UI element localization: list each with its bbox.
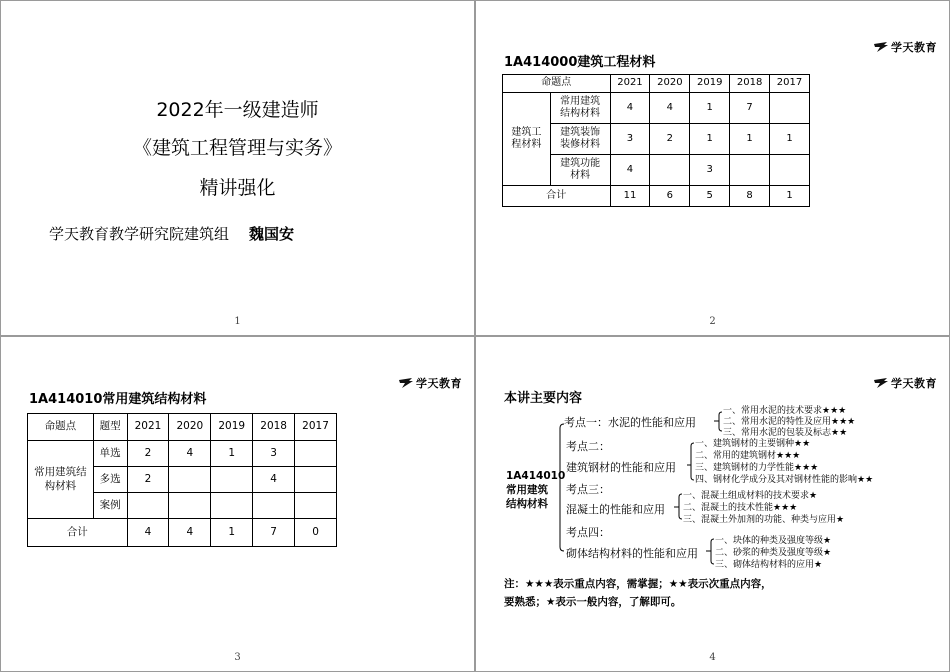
header-cell: 2019 [211,414,253,441]
value-cell [253,493,295,519]
total-label: 合计 [503,186,611,207]
point4-bracket [711,539,714,564]
value-cell [650,155,690,186]
table-header-row [28,414,337,441]
point-3-label: 混凝土的性能和应用 [566,503,665,516]
value-cell: 1 [770,124,810,155]
structural-materials-table [27,413,337,547]
value-cell: 2 [127,441,169,467]
point-2-label: 建筑钢材的性能和应用 [566,461,676,474]
value-cell: 1 [690,93,730,124]
type-cell: 单选 [93,441,127,467]
value-cell: 4 [610,155,650,186]
value-cell: 1 [211,441,253,467]
table-total-row [503,186,810,207]
header-cell: 2020 [169,414,211,441]
total-cell: 6 [650,186,690,207]
value-cell: 7 [730,93,770,124]
point-1-sub-3: 三、常用水泥的包装及标志★★ [723,428,848,438]
value-cell: 4 [253,467,295,493]
point-3-sub-3: 三、混凝土外加剂的功能、种类与应用★ [683,515,845,525]
point-4-sub-3: 三、砌体结构材料的应用★ [715,560,823,570]
slide-2 [475,0,950,336]
value-cell: 2 [127,467,169,493]
header-cell: 2019 [690,75,730,93]
legend-note-line-2: 要熟悉；★表示一般内容，了解即可。 [504,596,682,608]
value-cell: 1 [690,124,730,155]
value-cell: 4 [610,93,650,124]
point-2-sub-1: 一、建筑钢材的主要钢种★★ [695,439,811,449]
brand-logo-icon [873,41,889,53]
brand-name: 学天教育 [416,377,462,390]
point-1-sub-1: 一、常用水泥的技术要求★★★ [723,406,847,416]
slide-3 [0,336,475,672]
course-title-subject: 《建筑工程管理与实务》 [132,137,342,159]
value-cell [211,493,253,519]
value-cell: 2 [650,124,690,155]
slide-4 [475,336,950,672]
presenter-org: 学天教育教学研究院建筑组 [49,225,230,243]
header-cell: 命题点 [28,414,94,441]
main-bracket [560,424,564,551]
brand-name: 学天教育 [891,41,937,54]
page-number: 1 [234,316,241,327]
total-cell: 4 [169,519,211,547]
point-4-label: 砌体结构材料的性能和应用 [566,547,698,560]
point-3-sub-2: 二、混凝土的技术性能★★★ [683,503,798,513]
course-title-type: 精讲强化 [199,177,276,199]
header-cell: 题型 [93,414,127,441]
point-4-sub-2: 二、砂浆的种类及强度等级★ [715,548,832,558]
point-4-prefix: 考点四： [566,526,610,539]
header-cell: 2017 [770,75,810,93]
page-number: 3 [234,652,241,663]
total-cell: 8 [730,186,770,207]
header-cell: 2018 [730,75,770,93]
type-cell: 多选 [93,467,127,493]
table-row [28,441,337,467]
point-4-sub-1: 一、块体的种类及强度等级★ [715,536,832,546]
outline-root: 1A414010常用建筑结构材料 [506,470,566,511]
point3-bracket [679,494,682,519]
total-cell: 11 [610,186,650,207]
total-cell: 1 [770,186,810,207]
total-label: 合计 [28,519,128,547]
table-row [503,93,810,124]
header-cell: 2021 [610,75,650,93]
table-header-row [503,75,810,93]
slide-title: 1A414010常用建筑结构材料 [29,392,207,407]
value-cell [295,493,337,519]
value-cell [169,493,211,519]
value-cell [295,441,337,467]
point-2-sub-4: 四、钢材化学成分及其对钢材性能的影响★★ [695,475,874,485]
total-cell: 1 [211,519,253,547]
total-cell: 4 [127,519,169,547]
brand-logo [873,39,937,55]
point2-bracket [691,443,694,480]
point-1-label: 考点一：水泥的性能和应用 [564,416,696,429]
presenter-name: 魏国安 [249,225,295,243]
header-cell: 2018 [253,414,295,441]
value-cell: 4 [169,441,211,467]
materials-table [502,74,810,207]
point-2-prefix: 考点二： [566,440,610,453]
point-3-sub-1: 一、混凝土组成材料的技术要求★ [683,491,818,501]
value-cell [211,467,253,493]
row-label: 建筑装饰装修材料 [550,124,610,155]
legend-note-line-1: 注：★★★表示重点内容，需掌握；★★表示次重点内容， [504,578,772,590]
value-cell: 3 [690,155,730,186]
header-cell: 命题点 [503,75,611,93]
row-label: 常用建筑结构材料 [550,93,610,124]
value-cell [169,467,211,493]
total-cell: 5 [690,186,730,207]
point-3-prefix: 考点三： [566,483,610,496]
header-cell: 2020 [650,75,690,93]
point-2-sub-2: 二、常用的建筑钢材★★★ [695,451,801,461]
value-cell: 4 [650,93,690,124]
total-cell: 0 [295,519,337,547]
point-1-sub-2: 二、常用水泥的特性及应用★★★ [723,417,856,427]
type-cell: 案例 [93,493,127,519]
value-cell [295,467,337,493]
value-cell [127,493,169,519]
value-cell [770,155,810,186]
header-cell: 2021 [127,414,169,441]
header-cell: 2017 [295,414,337,441]
value-cell [770,93,810,124]
slide-1 [0,0,475,336]
presenter-line [49,223,294,244]
slide-title: 本讲主要内容 [504,391,583,406]
total-cell: 7 [253,519,295,547]
group-cell: 建筑工程材料 [503,93,551,186]
table-total-row [28,519,337,547]
course-title-year: 2022年一级建造师 [156,99,319,121]
point1-bracket [719,412,722,431]
value-cell [730,155,770,186]
brand-logo [398,375,462,391]
value-cell: 1 [730,124,770,155]
row-label: 建筑功能材料 [550,155,610,186]
brand-logo-icon [398,377,414,389]
value-cell: 3 [610,124,650,155]
group-cell: 常用建筑结构材料 [28,441,94,519]
value-cell: 3 [253,441,295,467]
page-number: 2 [709,316,716,327]
point-2-sub-3: 三、建筑钢材的力学性能★★★ [695,463,819,473]
brand-name: 学天教育 [891,377,937,390]
slide-title: 1A414000建筑工程材料 [504,55,656,70]
page-number: 4 [709,652,716,663]
